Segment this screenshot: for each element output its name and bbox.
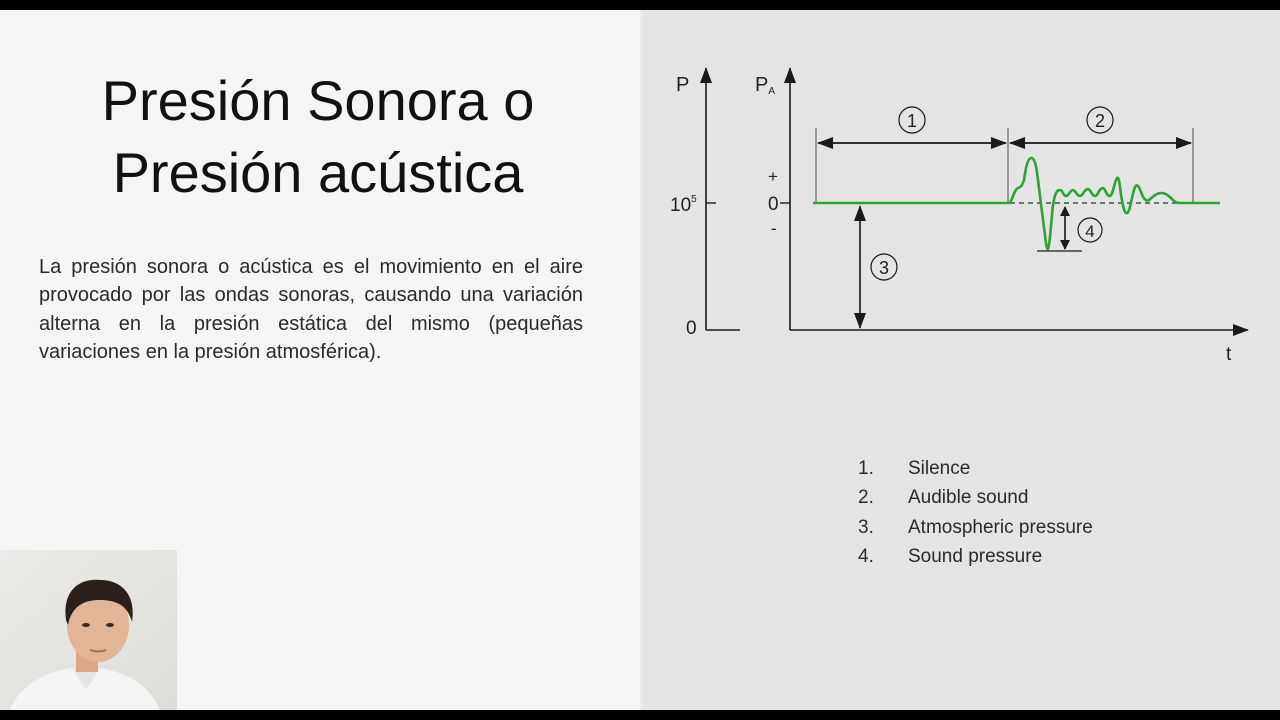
p-axis-label: P <box>676 74 690 96</box>
pa-plus-label: + <box>768 167 778 186</box>
legend-label: Silence <box>908 457 971 479</box>
pa-minus-label: - <box>771 219 777 238</box>
silence-bracket <box>816 107 1008 203</box>
marker-2-label: 2 <box>1094 111 1106 131</box>
legend-label: Atmospheric pressure <box>908 516 1093 538</box>
pa-zero-label: 0 <box>768 194 779 215</box>
legend-label: Audible sound <box>908 487 1029 509</box>
t-axis-label: t <box>1226 344 1232 365</box>
pa-axis-label: PA <box>755 74 776 97</box>
legend-num: 3. <box>858 516 874 538</box>
pa-axis <box>755 68 1248 365</box>
letterbox-bottom <box>0 710 1280 720</box>
legend-num: 1. <box>858 457 874 479</box>
p-tick-label: $10^5$ <box>670 194 697 216</box>
legend-num: 2. <box>858 487 874 509</box>
legend-label: Sound pressure <box>908 546 1043 568</box>
p-zero-label: 0 <box>686 318 697 339</box>
marker-1-label: 1 <box>906 111 918 131</box>
p-axis <box>670 68 740 339</box>
marker-4-label: 4 <box>1085 222 1095 241</box>
legend-num: 4. <box>858 546 874 568</box>
title-line-2: Presión acústica <box>112 141 524 204</box>
title-line-1: Presión Sonora o <box>101 69 535 132</box>
slide-body-text: La presión sonora o acústica es el movimiento en el aire provocado por las ondas sonoras, causando una variación alterna en la presión estática del mismo (pequeñas variaciones en la presión atmosférica). <box>39 256 583 363</box>
marker-3-label: 3 <box>878 258 890 278</box>
atmospheric-pressure-arrow <box>860 206 897 328</box>
